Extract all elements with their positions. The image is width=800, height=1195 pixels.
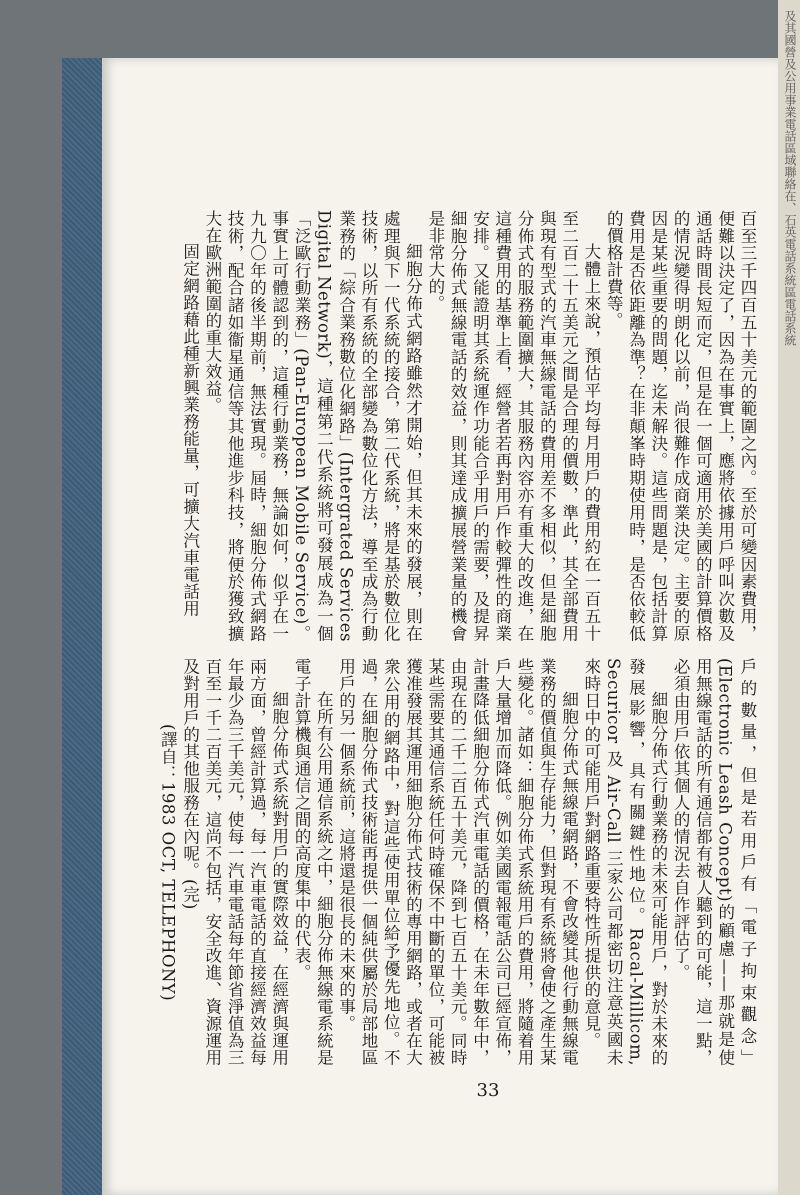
- paragraph: 在所有公用通信系統之中，細胞分佈無線電系統是電子計算機與通信之間的高度集中的代表。: [292, 658, 334, 1066]
- paragraph: 戶的數量，但是若用戶有「電子拘束觀念」(Electronic Leash Concept)的顧慮——那就是使用無線電話的所有通信都有被人聽到的可能，這一點，必須由用戶依其個人的情況去自作評估了。: [671, 658, 757, 1066]
- paragraph: 細胞分佈式無線電網路，不會改變其他行動無線電業務的價值與生存能力，但對現有系統將會使之產生某些變化。諸如：細胞分佈式系統用戶的費用，將隨着用戶大量增加而降低。例如美國電報電話公司已經宣佈，計畫降低細胞分佈式汽車電話的價格，在未年數年中，由現在的二千二百五十美元，降到七百五十美元。同時某些需要其通信系統任何時確保不中斷的單位，可能被獲准發展其運用細胞分佈式技術的專用網路，或者在大衆公用的網路中，對這些使用單位給予優先地位。不過，在細胞分佈式技術能再提供一個純供屬於局部地區用戶的另一個系統前，這將還是很長的未來的事。: [336, 658, 579, 1066]
- upper-text-block: [158, 210, 758, 642]
- book-binding: [62, 58, 102, 1195]
- page-number: 33: [476, 1080, 500, 1101]
- paragraph: 大體上來說，預估平均每月用戶的費用約在一百五十至二百二十五美元之間是合理的價數，準此，其全部費用與現有型式的汽車無線電話的費用差不多相似，但是細胞分佈式的服務範圍擴大，其服務內容亦有重大的改進，在這種費用的基準上看，經營者若再對用戶作較彈性的商業安排。又能證明其系統運作功能合乎用戶的需要，及提昇細胞分佈式無線電話的效益，則其達成擴展營業量的機會是非常大的。: [425, 210, 601, 642]
- paragraph: 細胞分佈式網路雖然才開始，但其未來的發展，則在處理與下一代系統的接合，第二代系統，將是基於數位化技術，以所有系統的全部變為數位化方法，導至成為行動業務的「綜合業務數位化網路」(Intergrated Services Digital Network)，這種第二代系統將可發展成為一個「泛歐行動業務」(Pan-European Mobile Service)。事實上可體認到的，這種行動業務，無論如何，似乎在一九九〇年的後半期前，無法實現。屆時，細胞分佈式網路技術，配合諸如衞星通信等其他進步科技，將便於獲致擴大在歐洲範圍的重大效益。: [202, 210, 423, 642]
- source-citation: (譯自：1983 OCT, TELEPHONY): [158, 724, 178, 1002]
- adjacent-page-text: 及其國營及公用事業電話區域聯絡在、石英電話系統區電話系統: [783, 10, 797, 346]
- paragraph: 細胞分佈式行動業務的未來可能用戶，對於未來的發展影響，具有關鍵性地位。Racal-Millicom, Securicor 及 Air-Call 三家公司都密切注意英國未來時日中的可能用戶對網路重要特性所提供的意見。: [581, 658, 668, 1066]
- paragraph: 細胞分佈式系統對用戶的實際效益，在經濟與運用兩方面，曾經計算過，每一汽車電話的直接經濟效益每年最少為三千美元，使每一汽車電話每年節省淨值為三百至一千二百美元，這尚不包括，安全改進、資源運用及對用戶的其他服務在內呢。(完): [180, 658, 289, 1066]
- lower-text-block: [158, 658, 758, 1066]
- paragraph: 固定網路藉此種新興業務能量，可擴大汽車電話用: [180, 243, 200, 617]
- paragraph: 百至三千四百五十美元的範圍之內。至於可變因素費用，便難以決定了，因為在事實上，應將依據用戶呼叫次數及通話時間長短而定，但是在一個可適用於美國的計算價格的情況變得明朗化以前，尚很難作成商業決定。主要的原因是某些重要的問題，迄未解決。這些問題是，包括計算費用是否依距離為準？在非顛峯時期使用時，是否依較低的價格計費等。: [604, 210, 757, 642]
